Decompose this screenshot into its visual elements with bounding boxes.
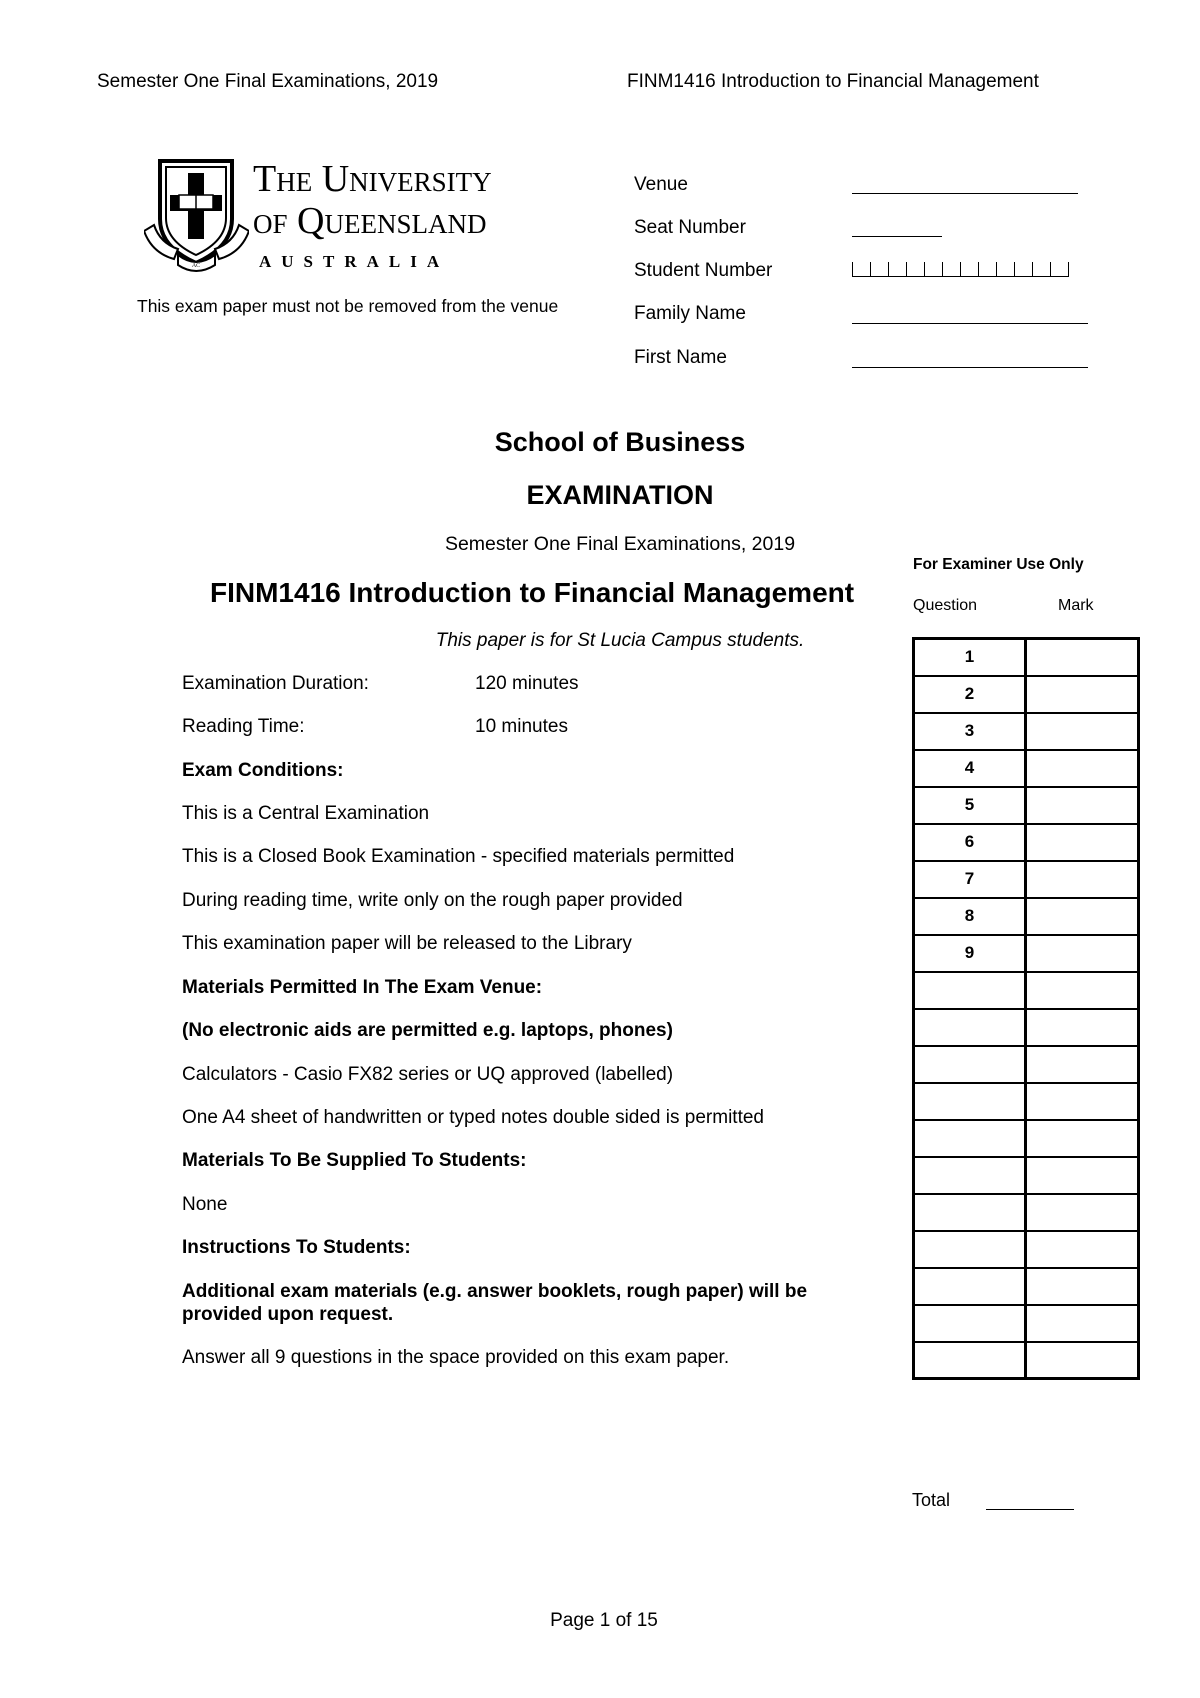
family-name-field[interactable]	[852, 323, 1088, 324]
exam-conditions-heading: Exam Conditions:	[182, 760, 344, 781]
school-title: School of Business	[494, 427, 746, 457]
exam-duration-value: 120 minutes	[475, 673, 579, 694]
materials-permitted-heading: Materials Permitted In The Exam Venue:	[182, 977, 543, 998]
question-number-cell	[914, 1231, 1026, 1268]
question-number-cell: 9	[914, 935, 1026, 972]
marks-row	[914, 787, 1139, 824]
question-number-cell: 7	[914, 861, 1026, 898]
question-number-cell: 2	[914, 676, 1026, 713]
marks-row	[914, 1009, 1139, 1046]
mark-cell[interactable]	[1026, 1305, 1139, 1342]
logo-line2: of Queensland	[253, 200, 487, 242]
marks-row	[914, 676, 1139, 713]
mark-cell[interactable]	[1026, 1120, 1139, 1157]
materials-permitted-item: One A4 sheet of handwritten or typed notes double sided is permitted	[182, 1107, 764, 1128]
examiner-use-title: For Examiner Use Only	[913, 556, 1084, 573]
condition-item: This examination paper will be released to the Library	[182, 933, 632, 954]
materials-supplied-heading: Materials To Be Supplied To Students:	[182, 1150, 527, 1171]
mark-cell[interactable]	[1026, 750, 1139, 787]
mark-cell[interactable]	[1026, 861, 1139, 898]
instructions-bold-text: Additional exam materials (e.g. answer booklets, rough paper) will be provided upon request.	[182, 1281, 808, 1325]
mark-cell[interactable]	[1026, 1083, 1139, 1120]
marks-row	[914, 935, 1139, 972]
question-number-cell: 4	[914, 750, 1026, 787]
reading-time-value: 10 minutes	[475, 716, 568, 737]
exam-title: EXAMINATION	[526, 480, 714, 510]
mark-cell[interactable]	[1026, 713, 1139, 750]
question-number-cell: 3	[914, 713, 1026, 750]
semester-title: Semester One Final Examinations, 2019	[444, 533, 796, 555]
venue-label: Venue	[634, 174, 688, 195]
instructions-heading: Instructions To Students:	[182, 1237, 411, 1258]
question-number-cell	[914, 1009, 1026, 1046]
mark-cell[interactable]	[1026, 1046, 1139, 1083]
question-number-cell: 6	[914, 824, 1026, 861]
header-left: Semester One Final Examinations, 2019	[97, 71, 439, 92]
condition-item: During reading time, write only on the rough paper provided	[182, 890, 683, 911]
question-number-cell	[914, 1083, 1026, 1120]
student-number-label: Student Number	[634, 260, 773, 281]
course-title: FINM1416 Introduction to Financial Management	[210, 577, 855, 608]
uq-crest-icon	[144, 155, 249, 275]
materials-supplied-value: None	[182, 1194, 228, 1215]
marks-row	[914, 972, 1139, 1009]
marks-row	[914, 1083, 1139, 1120]
question-number-cell	[914, 1194, 1026, 1231]
marks-row	[914, 750, 1139, 787]
campus-note: This paper is for St Lucia Campus students.	[435, 630, 805, 651]
mark-cell[interactable]	[1026, 824, 1139, 861]
marks-row	[914, 1157, 1139, 1194]
total-label: Total	[912, 1490, 951, 1510]
question-number-cell	[914, 1046, 1026, 1083]
question-column-header: Question	[913, 597, 978, 614]
question-number-cell: 5	[914, 787, 1026, 824]
marks-row	[914, 1120, 1139, 1157]
first-name-field[interactable]	[852, 367, 1088, 368]
mark-cell[interactable]	[1026, 1231, 1139, 1268]
svg-text:AC: AC	[191, 263, 201, 269]
marks-row	[914, 1268, 1139, 1305]
question-number-cell	[914, 1305, 1026, 1342]
materials-permitted-item: Calculators - Casio FX82 series or UQ approved (labelled)	[182, 1064, 674, 1085]
question-number-cell	[914, 1268, 1026, 1305]
page-number: Page 1 of 15	[550, 1610, 658, 1631]
mark-column-header: Mark	[1058, 597, 1094, 614]
marks-row	[914, 861, 1139, 898]
marks-row	[914, 1305, 1139, 1342]
mark-cell[interactable]	[1026, 639, 1139, 676]
mark-cell[interactable]	[1026, 898, 1139, 935]
condition-item: This is a Closed Book Examination - specified materials permitted	[182, 846, 735, 867]
mark-cell[interactable]	[1026, 972, 1139, 1009]
question-number-cell	[914, 1342, 1026, 1379]
marks-row	[914, 1231, 1139, 1268]
mark-cell[interactable]	[1026, 1157, 1139, 1194]
question-number-cell: 1	[914, 639, 1026, 676]
condition-item: This is a Central Examination	[182, 803, 430, 824]
marks-row	[914, 1194, 1139, 1231]
marks-row	[914, 824, 1139, 861]
mark-cell[interactable]	[1026, 676, 1139, 713]
question-number-cell	[914, 972, 1026, 1009]
marks-row	[914, 898, 1139, 935]
logo-line1: The University	[253, 158, 492, 200]
removal-notice: This exam paper must not be removed from the venue	[137, 296, 559, 316]
marks-table	[912, 637, 1140, 1380]
mark-cell[interactable]	[1026, 935, 1139, 972]
marks-row	[914, 639, 1139, 676]
mark-cell[interactable]	[1026, 1194, 1139, 1231]
venue-field[interactable]	[852, 193, 1078, 194]
first-name-label: First Name	[634, 347, 727, 368]
instructions-text: Answer all 9 questions in the space provided on this exam paper.	[182, 1347, 730, 1368]
question-number-cell	[914, 1157, 1026, 1194]
seat-number-label: Seat Number	[634, 217, 746, 238]
uq-logo	[144, 155, 554, 275]
mark-cell[interactable]	[1026, 1009, 1139, 1046]
question-number-cell: 8	[914, 898, 1026, 935]
total-field[interactable]	[986, 1509, 1074, 1510]
mark-cell[interactable]	[1026, 787, 1139, 824]
materials-permitted-note: (No electronic aids are permitted e.g. laptops, phones)	[182, 1020, 673, 1041]
mark-cell[interactable]	[1026, 1342, 1139, 1379]
marks-row	[914, 1342, 1139, 1379]
header-right: FINM1416 Introduction to Financial Management	[627, 71, 1039, 92]
student-number-field[interactable]	[852, 262, 1069, 282]
seat-number-field[interactable]	[852, 236, 942, 237]
exam-duration-label: Examination Duration:	[182, 673, 369, 694]
question-number-cell	[914, 1120, 1026, 1157]
marks-row	[914, 1046, 1139, 1083]
logo-line3: AUSTRALIA	[259, 252, 450, 271]
reading-time-label: Reading Time:	[182, 716, 305, 737]
marks-row	[914, 713, 1139, 750]
mark-cell[interactable]	[1026, 1268, 1139, 1305]
family-name-label: Family Name	[634, 303, 746, 324]
